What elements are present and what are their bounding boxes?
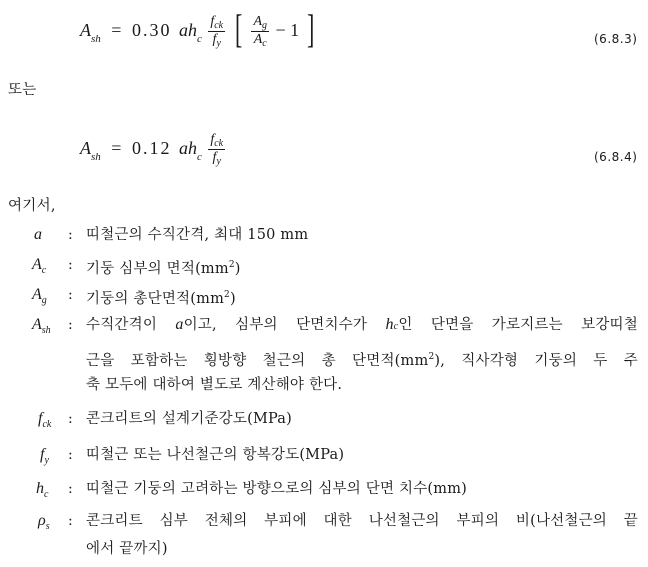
def-7-symbol: ρ (38, 512, 46, 529)
eq2-frac-num: f (210, 132, 215, 148)
eq1-inner-den-sub: c (262, 38, 267, 50)
def-0-colon: : (68, 227, 73, 243)
eq1-h-sub: c (196, 33, 202, 45)
def-4-sub: ck (42, 419, 52, 430)
eq2-h-sub: c (196, 151, 202, 163)
def-symbol-ac (32, 256, 46, 274)
def-4-colon: : (68, 411, 73, 427)
eq1-right-bracket: ] (306, 5, 314, 51)
def-6-colon: : (68, 481, 73, 497)
def-3-line2-post: ), 직사각형 기둥의 두 주 (434, 352, 638, 369)
eq1-lhs: A (80, 20, 91, 40)
def-3-colon: : (68, 317, 73, 333)
def-3-line1-sym-h: h (385, 316, 394, 333)
def-6-sub: c (44, 489, 49, 500)
eq2-equals: = (111, 138, 122, 158)
def-2-symbol: A (32, 286, 42, 303)
connector-text: 또는 (8, 82, 37, 98)
where-label: 여기서, (8, 198, 56, 214)
def-0-symbol: a (34, 226, 42, 243)
def-5-text: 띠철근 또는 나선철근의 항복강도(MPa) (86, 447, 345, 463)
eq1-lhs-sub: sh (91, 33, 101, 45)
def-5-colon: : (68, 447, 73, 463)
equation-number-6-8-4: (6.8.4) (594, 150, 638, 164)
def-3-line1-b: 이고, 심부의 단면치수가 (183, 317, 386, 333)
eq1-fraction-ag-ac (251, 14, 269, 49)
def-7-line1: 콘크리트 심부 전체의 부피에 대한 나선철근의 부피의 비(나선철근의 끝 (86, 513, 638, 529)
def-1-text-pre: 기둥 심부의 면적(mm (86, 260, 229, 277)
def-1-symbol: A (32, 256, 42, 273)
def-0-text: 띠철근의 수직간격, 최대 150 mm (86, 227, 309, 243)
equation-6-8-4 (80, 126, 227, 170)
def-3-line1-sym-a: a (175, 316, 184, 333)
equation-6-8-3 (80, 5, 317, 52)
def-7-colon: : (68, 513, 73, 529)
def-6-symbol: h (36, 480, 44, 497)
eq1-inner-den: A (253, 32, 263, 48)
eq2-frac-num-sub: ck (214, 138, 224, 150)
eq2-frac-den: f (212, 150, 217, 166)
def-4-symbol: f (38, 410, 43, 427)
def-symbol-a (34, 226, 42, 244)
def-2-text-pre: 기둥의 총단면적(mm (86, 290, 225, 307)
def-1-sub: c (41, 265, 47, 276)
eq1-frac-num-sub: ck (214, 20, 224, 32)
def-symbol-ag (32, 286, 47, 304)
def-symbol-fck (38, 410, 51, 428)
eq2-coef: 0.12 (131, 138, 172, 158)
eq1-frac-den-sub: y (216, 38, 221, 50)
def-symbol-rho-s (38, 512, 50, 530)
def-3-line1-sym-h-sub: c (393, 321, 399, 332)
def-2-text (86, 280, 236, 314)
def-4-text: 콘크리트의 설계기준강도(MPa) (86, 411, 292, 427)
def-5-sub: y (44, 455, 49, 466)
def-3-symbol: A (32, 316, 42, 333)
def-symbol-ash (32, 316, 51, 334)
eq2-lhs: A (80, 138, 91, 158)
eq2-a: a (178, 138, 188, 158)
def-3-line2-pre: 근을 포함하는 횡방향 철근의 총 단면적(mm (86, 352, 429, 369)
eq1-coef: 0.30 (131, 20, 172, 40)
def-3-line1 (86, 310, 638, 342)
eq2-fraction-fck-fy (208, 132, 225, 167)
def-2-sup: 2 (224, 290, 230, 300)
eq1-frac-num: f (210, 14, 215, 30)
def-3-line1-a: 수직간격이 (86, 317, 176, 333)
eq1-inner-num: A (253, 14, 262, 30)
eq1-h: h (187, 20, 197, 40)
eq1-inner-num-sub: g (262, 20, 267, 32)
def-2-text-post: ) (229, 290, 236, 307)
def-symbol-fy (40, 446, 49, 464)
eq2-frac-den-sub: y (216, 156, 221, 168)
equation-number-6-8-3: (6.8.3) (594, 32, 638, 46)
def-3-line2-sup: 2 (428, 352, 435, 362)
def-2-sub: g (41, 295, 47, 306)
def-7-line2: 에서 끝까지) (86, 541, 168, 557)
def-2-colon: : (68, 287, 73, 303)
eq1-left-bracket: [ (234, 5, 242, 51)
eq1-equals: = (111, 20, 122, 40)
eq1-a: a (178, 20, 188, 40)
eq1-fraction-fck-fy (208, 14, 225, 49)
def-1-colon: : (68, 257, 73, 273)
eq1-frac-den: f (212, 32, 217, 48)
def-1-text (86, 250, 241, 284)
def-3-line1-c: 인 단면을 가로지르는 보강띠철 (398, 317, 639, 333)
eq2-lhs-sub: sh (91, 151, 101, 163)
def-6-text: 띠철근 기둥의 고려하는 방향으로의 심부의 단면 치수(mm) (86, 481, 468, 497)
def-3-line3: 축 모두에 대하여 별도로 계산해야 한다. (86, 377, 343, 393)
def-1-sup: 2 (228, 260, 235, 270)
def-5-symbol: f (40, 446, 45, 463)
def-7-sub: s (45, 521, 50, 532)
eq1-minus-one: − 1 (275, 20, 300, 40)
eq2-h: h (187, 138, 197, 158)
def-symbol-hc (36, 480, 48, 498)
def-3-sub: sh (41, 325, 51, 336)
def-1-text-post: ) (234, 260, 241, 277)
